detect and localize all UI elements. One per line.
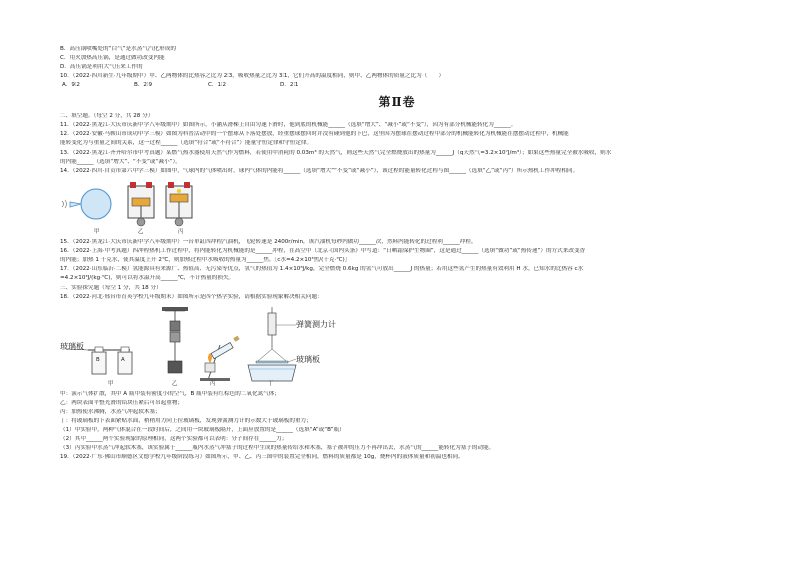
engine-cylinder-icon — [166, 182, 192, 226]
question-17: 17．（2022·山东临沂·二模）氢能源具有来源广、热值高、无污染等优点，氢气的热值为 1.4×10⁸J/kg，完全燃烧 0.6kg 的氢气可放出______J 的热量；若用这些氢产生的热量有效利用 H 水，已知水的比热容 c水 — [60, 266, 584, 272]
question-12: 12．（2022·安徽·马鞍山市成功中学三模）如图为科普活动中的一个摆球从下落处摆放，经重摆球摆回时并没有碰到他的下巴，这里因为摆球在摆动过程中部分的机械能转化为机械能在摆摆动过程中，机械能 — [60, 131, 569, 137]
jar-a-label: A — [121, 357, 125, 363]
fig2-label-jia: 甲 — [108, 381, 114, 387]
q10-option-b: B．2∶9 — [134, 82, 153, 88]
section-title: 第Ⅱ卷 — [378, 95, 416, 109]
engine-cylinder-icon — [128, 182, 154, 226]
explain-bing: 丙：加热使水沸腾，水蒸气冲起软木塞； — [60, 409, 161, 415]
glass-plate-label-right: 玻璃板 — [296, 355, 320, 364]
question-18: 18．（2022·河北·邢台市育英学校九年级期末）如图所示是四个热学实验，请根据实验现象解决相关问题： — [60, 294, 323, 300]
explain-ding: 丁：将玻璃板的下表面紧贴水面，稍稍用力向上拉玻璃板，发现弹簧测力计的示数大于玻璃板的重力； — [60, 418, 312, 424]
question-16-cont: 的内能；加热 1 千克水，使其温度上升 2℃，则加热过程中水吸收的热量为______焦。［c水=4.2×10³焦/(千克·℃)］ — [60, 257, 351, 263]
option-c-line: C．用火加热高压锅，是通过做功改变内能 — [60, 55, 165, 61]
subquestion-1: （1）甲实验中，两种气体混合在一段时间后，之间用一块玻璃板隔开，上面应放置的是______（选填“A”或“B”瓶） — [60, 427, 345, 433]
question-12-cont: 能转变化为与重量之间的关系，这一过程______（选填“符合”或“不符合”）能量守恒定律和守恒定律。 — [60, 140, 313, 146]
fill-heading: 二、填空题。（每空 2 分，共 28 分） — [60, 113, 154, 119]
fig1-label-jia: 甲 — [94, 229, 100, 235]
question-10: 10．（2022·四川新生·九年级期中）甲、乙两物体的比热容之比为 2∶3，吸收热量之比为 3∶1，它们升高的温度相同，则甲、乙两物体的质量之比为（ ） — [60, 73, 445, 79]
q10-option-d: D．2∶1 — [280, 82, 299, 88]
question-13: 13．（2022·黑龙江·齐齐哈尔市中考真题）某燃气热水器使用天然气作为燃料，若使用中消耗的 0.03m³ 的天然气，则这些天然气完全燃烧放出的热量为______J（q天然气=3.2×10⁷J/m³）；如果这些热量完全被水吸收，则水 — [60, 150, 612, 156]
question-19: 19．（2022·广东·佛山市顺德区文德学校九年级阶段练习）如图所示，甲、乙、丙三图中的装置完全相同，燃料的质量都是 10g，烧杯内的液体质量和初温也相同。 — [60, 454, 464, 460]
question-14: 14．（2022·四川·自贡市第六中学三模）如图甲，气球内的气体喷出时，球内气体的内能将______（选填“增大”“不变”或“减小”），该过程的能量转化过程与图______（选填“乙”或“丙”）所示热机工作冲程相同。 — [60, 168, 579, 174]
q10-option-a: A．9∶2 — [62, 82, 80, 88]
fig2-label-yi: 乙 — [172, 381, 178, 387]
question-13-cont: 的内能______（选填“增大”、“不变”或“减小”）。 — [60, 159, 181, 165]
experiment-heading: 三、实验探究题（每空 1 分，共 18 分） — [60, 285, 162, 291]
glass-plate-label-left: 玻璃板 — [60, 342, 84, 351]
question-17-cont: =4.2×10³J/(kg·℃)，则可以将水温升高______℃，不计热量的损失。 — [60, 275, 235, 281]
fig1-label-bing: 丙 — [178, 229, 184, 235]
spring-scale-icon — [248, 307, 296, 381]
question-11: 11．（2022·黑龙江·大庆市庆新中学八年级期中）如图所示，小涵从滑梯上自由匀速下滑时，他到底的机械能______（选填“增大”、“减小”或“不变”），因为有部分机械能转化为______。 — [60, 122, 517, 128]
spring-scale-label: 弹簧测力计 — [296, 320, 336, 329]
option-d-line: D．高压锅是利用大气压来工作的 — [60, 64, 143, 70]
option-b-line: B．高压锅喷嘴处的“白气”是水蒸气汽化形成的 — [60, 46, 176, 52]
question-15: 15．（2022·黑龙江·大庆市庆新中学八年级期中）一台单缸四冲程汽油机，飞轮转速是 2400r/min，该汽油机每秒内做功______次，然料内能转化的过程利______冲程。 — [60, 239, 477, 245]
fig2-label-bing: 丙 — [210, 381, 216, 387]
jar-b-label: B — [96, 357, 100, 363]
question-16: 16．（2022·上海·中考真题）四冲程热机工作过程中，将内能转化为机械能的是______冲程，在高空中（北京·《国内头条》中写道：“日晒霜保护生物圈”，这是通过______（选填“做功”或“热传递”）的方式来改变香 — [60, 248, 586, 254]
figure-engines — [58, 180, 208, 230]
boiling-tube-icon — [200, 336, 240, 381]
q10-option-c: C．1∶2 — [208, 82, 227, 88]
fig2-label-ding: 丁 — [268, 381, 274, 387]
balloon-icon — [62, 189, 111, 219]
explain-jia: 甲：演示气体扩散，其中 A 瓶中装有密度小的空气，B 瓶中装有红棕色的二氧化氮气体； — [60, 391, 280, 397]
subquestion-3: （3）丙实验中水蒸气冲起软木塞，该实验属于______瓶内水蒸气冲塞子的过程中生成的热量传给水和木塞，塞子被冲的压力不再冲出去，水蒸气的______能转化为塞子的动能。 — [60, 445, 495, 451]
lead-blocks-icon — [162, 307, 188, 373]
explain-yi: 乙：两块表面平整光滑的铅块压紧后可吊起重物； — [60, 400, 184, 406]
subquestion-2: （2）其中______两个实验现象的原理相同，这两个实验都可以表明：分子间存在______力； — [60, 436, 288, 442]
fig1-label-yi: 乙 — [138, 229, 144, 235]
